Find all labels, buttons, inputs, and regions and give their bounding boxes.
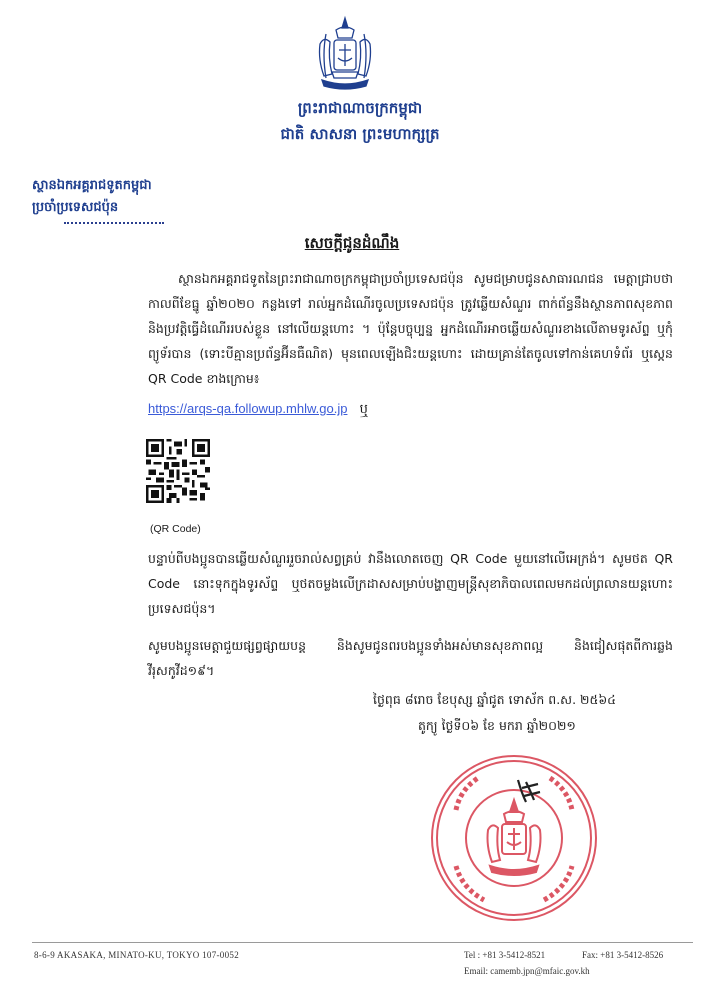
link-suffix: ឬ xyxy=(359,402,368,417)
embassy-name: ស្ថានឯកអគ្គរាជទូតកម្ពុជា xyxy=(32,178,152,193)
national-motto: ជាតិ សាសនា ព្រះមហាក្សត្រ xyxy=(280,125,440,143)
letterhead-divider xyxy=(64,222,164,224)
official-seal-stamp xyxy=(426,750,602,926)
kingdom-title: ព្រះរាជាណាចក្រកម្ពុជា xyxy=(297,99,423,117)
link-row xyxy=(148,401,368,420)
document-subject: សេចក្តីជូនដំណឹង xyxy=(304,234,400,252)
qr-code-caption: (QR Code) xyxy=(150,523,201,535)
lunar-date: ថ្ងៃពុធ ៨រោច ខែបុស្ស ឆ្នាំជូត ទោស័ក ព.ស. ២៥៦៤ xyxy=(373,692,617,707)
footer-fax: Fax: +81 3-5412-8526 xyxy=(582,950,664,960)
registration-link[interactable]: https://arqs-qa.followup.mhlw.go.jp xyxy=(148,401,348,416)
body-paragraph-3: សូមបងប្អូនមេត្តាជួយផ្សព្វផ្សាយបន្ត និងសូមជូនពរបងប្អូនទាំងអស់មានសុខភាពល្អ និងជៀសផុតពីការឆ្លងវីរុសកូវីដ១៩។ xyxy=(148,638,673,678)
royal-coat-of-arms-emblem xyxy=(312,14,378,94)
embassy-location: ប្រចាំប្រទេសជប៉ុន xyxy=(32,200,119,215)
solar-date: តូក្យូ ថ្ងៃទី០៦ ខែ មករា ឆ្នាំ២០២១ xyxy=(418,718,576,733)
body-paragraph-1: ស្ថានឯកអគ្គរាជទូតនៃព្រះរាជាណាចក្រកម្ពុជាប្រចាំប្រទេសជប៉ុន សូមជម្រាបជូនសាធារណជន មេត្តាជ្រាបថា កាលពីខែធ្នូ ឆ្នាំ២០២០ កន្លងទៅ រាល់អ្នកដំណើរចូលប្រទេសជប៉ុន ត្រូវឆ្លើយសំណួរ ពាក់ព័ន្ធនឹងស្ថានភាពសុខភាព និងប្រវត្តិធ្វើដំណើររបស់ខ្លួន នៅលើយន្តហោះ ។ ប៉ុន្តែបច្ចុប្បន្ន អ្នកដំណើរអាចឆ្លើយសំណួរខាងលើតាមទូរស័ព្ទ ឬកុំព្យូទ័របាន (ទោះបីគ្មានប្រព័ន្ធអ៊ីនធឺណិត) មុនពេលឡើងជិះយន្តហោះ ដោយគ្រាន់តែចូលទៅកាន់គេហទំព័រ ឬស្កេន QR Code ខាងក្រោម៖ xyxy=(148,271,673,386)
footer-telephone: Tel : +81 3-5412-8521 xyxy=(464,950,546,960)
footer-email[interactable]: Email: camemb.jpn@mfaic.gov.kh xyxy=(464,966,590,976)
footer-address: 8-6-9 AKASAKA, MINATO-KU, TOKYO 107-0052 xyxy=(34,950,239,960)
qr-code-image xyxy=(146,439,210,503)
body-paragraph-2: បន្ទាប់ពីបងប្អូនបានឆ្លើយសំណួររួចរាល់សព្វគ្រប់ វានឹងលោតចេញ QR Code មួយនៅលើអេក្រង់។ សូមថត QR Code នោះទុកក្នុងទូរស័ព្ទ ឬថតចម្លងលើក្រដាសសម្រាប់បង្ហាញមន្ត្រីសុខាភិបាលពេលមកដល់ព្រលានយន្តហោះប្រទេសជប៉ុន។ xyxy=(148,551,673,616)
footer-divider xyxy=(32,942,693,943)
